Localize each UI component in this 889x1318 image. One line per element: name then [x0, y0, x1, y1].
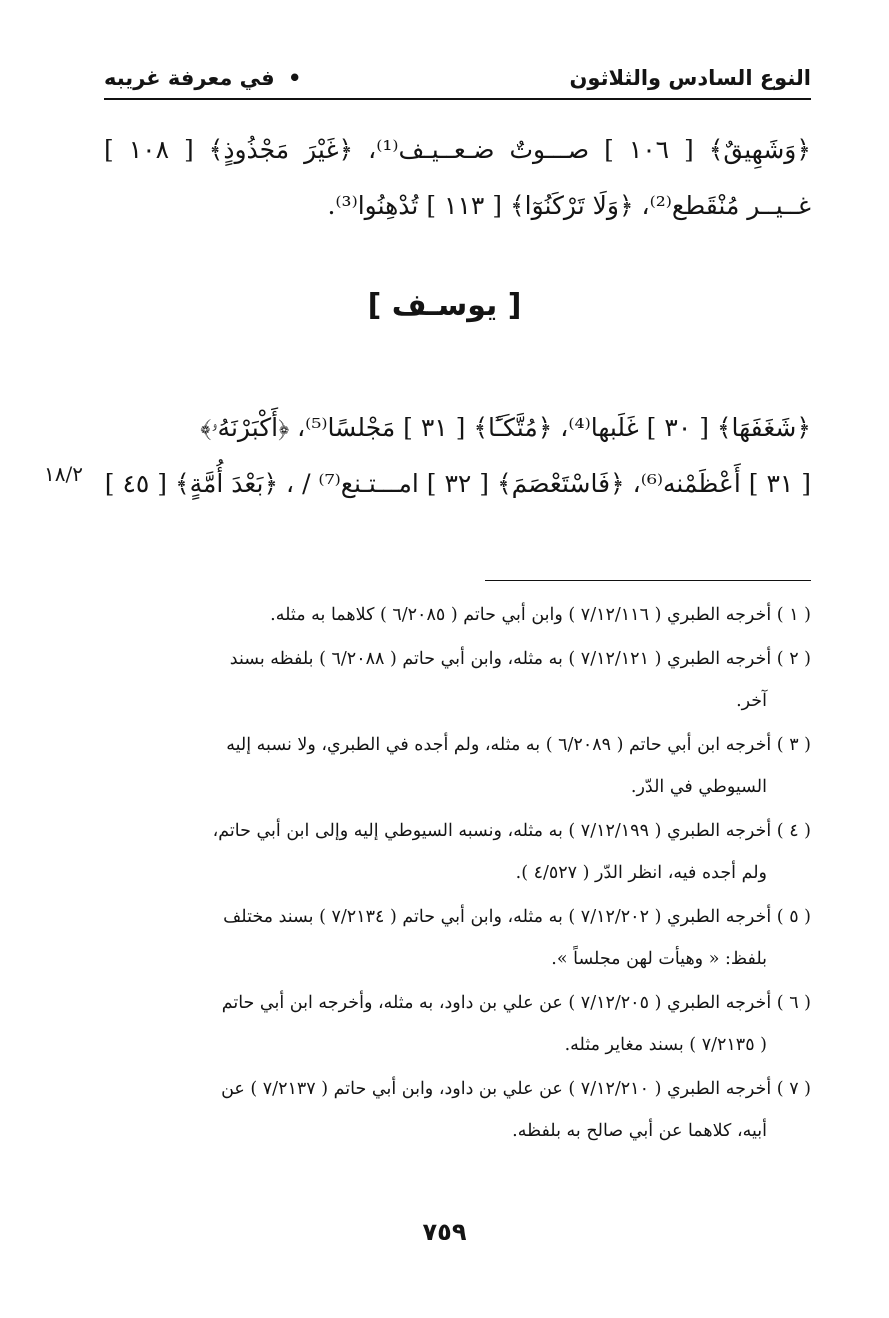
header-separator: • — [287, 66, 302, 90]
footnote-continuation: ولم أجده فيه، انظر الدّر ( ٤/٥٢٧ ). — [515, 863, 767, 883]
footnote-continuation: السيوطي في الدّر. — [630, 777, 767, 797]
footnote-text: ( ٢ ) أخرجه الطبري ( ٧/١٢/١٢١ ) به مثله، وابن أبي حاتم ( ٦/٢٠٨٨ ) بلفظه بسند — [229, 649, 811, 669]
glossary-line-1: ﴿شَغَفَهَا﴾ [ ٣٠ ] غَلَبها⁽⁴⁾، ﴿مُتَّكَـًٔا﴾ [ ٣١ ] مَجْلسًا⁽⁵⁾، ﴿أَكْبَرْنَهُۥ﴾ — [200, 413, 811, 442]
glossary-line-2: [ ٣١ ] أَعْظَمْنه⁽⁶⁾، ﴿فَاسْتَعْصَمَ﴾ [ ٣٢ ] امـــتـنع⁽⁷⁾ / ، ﴿بَعْدَ أُمَّةٍ﴾ [ ٤٥ ] — [104, 469, 811, 498]
manuscript-margin-reference: ١٨/٢ — [44, 462, 83, 486]
page-number: ٧٥٩ — [422, 1218, 467, 1246]
footnote — [104, 724, 811, 808]
header-section-title — [104, 66, 301, 90]
footnote — [104, 638, 811, 722]
footnote-text: ( ٦ ) أخرجه الطبري ( ٧/١٢/٢٠٥ ) عن علي بن داود، به مثله، وأخرجه ابن أبي حاتم — [221, 993, 811, 1013]
footnote — [104, 1068, 811, 1152]
footnote-continuation: ( ٧/٢١٣٥ ) بسند مغاير مثله. — [564, 1035, 767, 1055]
footnote-continuation: بلفظ: « وهيأت لهن مجلساً ». — [551, 949, 767, 969]
header-section-label: في معرفة غريبه — [104, 66, 275, 90]
footnotes — [104, 594, 811, 1154]
footnote-text: ( ٤ ) أخرجه الطبري ( ٧/١٢/١٩٩ ) به مثله، ونسبه السيوطي إليه وإلى ابن أبي حاتم، — [212, 821, 811, 841]
surah-title: [ يوسـف ] — [367, 288, 522, 323]
header-divider — [104, 98, 811, 100]
footnote — [104, 982, 811, 1066]
footnote — [104, 594, 811, 636]
footnote-text: ( ٣ ) أخرجه ابن أبي حاتم ( ٦/٢٠٨٩ ) به مثله، ولم أجده في الطبري، ولا نسبه إليه — [226, 735, 811, 755]
glossary-paragraph-hud: ﴿وَشَهِيقٌ﴾ [ ١٠٦ ] صـــوتٌ ضـعــيـف⁽¹⁾، ﴿غَيْرَ مَجْذُوذٍ﴾ [ ١٠٨ ] غــيــر مُنْقَطع⁽²⁾، ﴿وَلَا تَرْكَنُوٓا﴾ [ ١١٣ ] تُدْهِنُوا⁽³⁾. — [104, 135, 811, 220]
footnote-continuation: آخر. — [736, 691, 767, 711]
footnote-continuation: أبيه، كلاهما عن أبي صالح به بلفظه. — [512, 1121, 767, 1141]
footnote-text: ( ١ ) أخرجه الطبري ( ٧/١٢/١١٦ ) وابن أبي حاتم ( ٦/٢٠٨٥ ) كلاهما به مثله. — [270, 605, 811, 625]
footnote — [104, 810, 811, 894]
footnote-text: ( ٧ ) أخرجه الطبري ( ٧/١٢/٢١٠ ) عن علي بن داود، وابن أبي حاتم ( ٧/٢١٣٧ ) عن — [221, 1079, 811, 1099]
footnote — [104, 896, 811, 980]
header-chapter-title: النوع السادس والثلاثون — [569, 66, 811, 90]
footnote-text: ( ٥ ) أخرجه الطبري ( ٧/١٢/٢٠٢ ) به مثله، وابن أبي حاتم ( ٧/٢١٣٤ ) بسند مختلف — [223, 907, 811, 927]
glossary-paragraph-yusuf — [104, 400, 811, 512]
running-header — [104, 58, 811, 98]
footnote-divider — [485, 580, 811, 581]
